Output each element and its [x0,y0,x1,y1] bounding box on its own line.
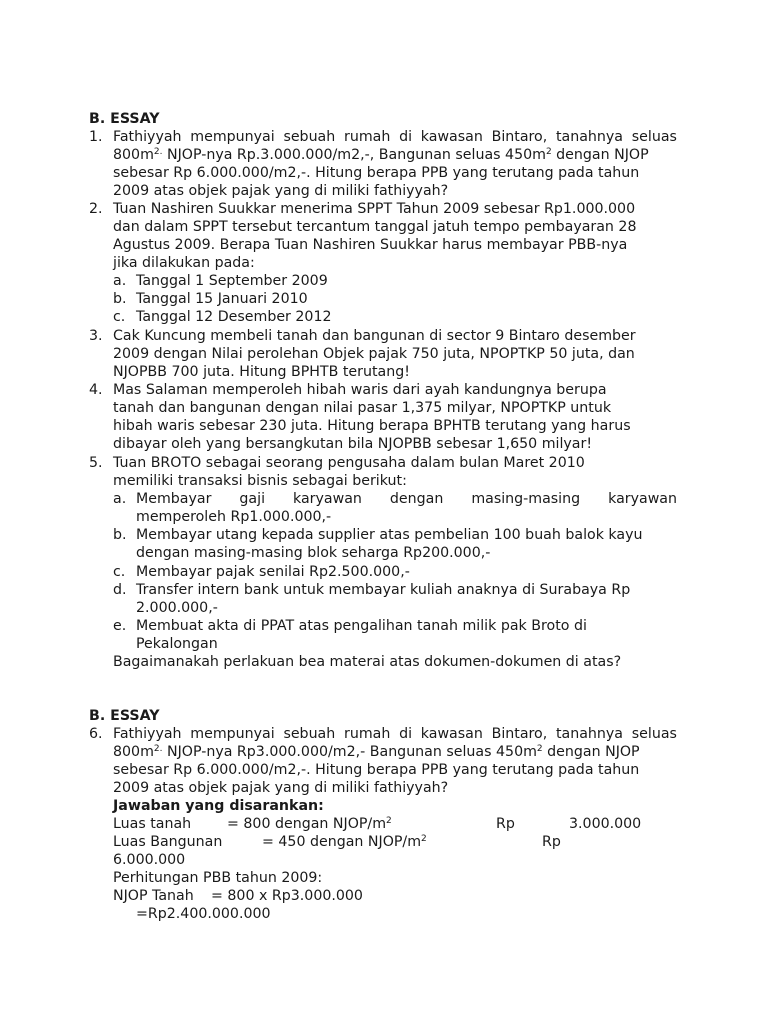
word: Bintaro, [491,726,548,742]
luas-bangunan-amount: 6.000.000 [113,852,186,868]
question-5-line-1: Tuan BROTO sebagai seorang pengusaha dalam bulan Maret 2010 [113,455,585,471]
question-number: 4. [89,382,103,398]
list-item-e-line-2: Pekalongan [136,636,218,652]
list-item-b-line-2: dengan masing-masing blok seharga Rp200.000,- [136,545,491,561]
word: seluas [631,129,677,145]
luas-tanah-currency: Rp [496,816,515,832]
word: seluas [631,726,677,742]
superscript: 2 [386,816,392,826]
njop-tanah-result: =Rp2.400.000.000 [136,906,271,922]
question-6-line-1 [113,725,677,743]
word: karyawan [608,491,677,507]
list-marker: a. [113,491,127,507]
question-1-line-3: sebesar Rp 6.000.000/m2,-. Hitung berapa PPB yang terutang pada tahun [113,165,640,181]
list-item: Tanggal 12 Desember 2012 [136,309,332,325]
word: tanahnya [555,726,624,742]
list-marker: d. [113,582,127,598]
text: NJOP-nya Rp.3.000.000/m2,-, Bangunan seluas 450m [162,147,546,163]
word: di [399,726,413,742]
word: Membayar [136,491,212,507]
list-item: Tanggal 15 Januari 2010 [136,291,308,307]
list-item-e-line-1: Membuat akta di PPAT atas pengalihan tanah milik pak Broto di [136,618,587,634]
question-4-line-1: Mas Salaman memperoleh hibah waris dari ayah kandungnya berupa [113,382,607,398]
text: 800m [113,744,154,760]
question-1-line-4: 2009 atas objek pajak yang di miliki fathiyyah? [113,183,449,199]
luas-tanah-value [227,815,392,833]
text: = 450 dengan NJOP/m [262,834,422,850]
superscript: 2 [536,744,543,754]
word: karyawan [293,491,362,507]
list-item-a-line-2: memperoleh Rp1.000.000,- [136,509,332,525]
luas-tanah-amount: 3.000.000 [569,816,642,832]
question-2-line-4: jika dilakukan pada: [113,255,255,271]
list-item-a-line-1 [136,490,677,508]
njop-tanah-value: = 800 x Rp3.000.000 [211,888,363,904]
word: mempunyai [190,129,275,145]
luas-bangunan-value [262,833,427,851]
question-number: 1. [89,129,103,145]
question-2-line-2: dan dalam SPPT tersebut tercantum tanggal jatuh tempo pembayaran 28 [113,219,637,235]
superscript: 2 [421,834,427,844]
word: di [399,129,413,145]
question-3-line-3: NJOPBB 700 juta. Hitung BPHTB terutang! [113,364,410,380]
list-marker: e. [113,618,127,634]
question-4-line-4: dibayar oleh yang bersangkutan bila NJOPBB sebesar 1,650 milyar! [113,436,593,452]
word: sebuah [283,129,336,145]
text: 800m [113,147,154,163]
question-4-line-3: hibah waris sebesar 230 juta. Hitung berapa BPHTB terutang yang harus [113,418,631,434]
word: Fathiyyah [113,129,182,145]
text: dengan NJOP [551,147,649,163]
word: masing-masing [471,491,581,507]
word: mempunyai [190,726,275,742]
question-4-line-2: tanah dan bangunan dengan nilai pasar 1,375 milyar, NPOPTKP untuk [113,400,612,416]
list-marker: a. [113,273,127,289]
list-item-d-line-2: 2.000.000,- [136,600,218,616]
question-2-line-3: Agustus 2009. Berapa Tuan Nashiren Suukkar harus membayar PBB-nya [113,237,628,253]
luas-bangunan-label: Luas Bangunan [113,834,223,850]
list-item-b-line-1: Membayar utang kepada supplier atas pembelian 100 buah balok kayu [136,527,643,543]
list-marker: c. [113,564,126,580]
word: tanahnya [555,129,624,145]
luas-bangunan-currency: Rp [542,834,561,850]
text: dengan NJOP [542,744,640,760]
question-1-line-1 [113,128,677,146]
question-3-line-1: Cak Kuncung membeli tanah dan bangunan di sector 9 Bintaro desember [113,328,636,344]
question-number: 6. [89,726,103,742]
question-6-line-3: sebesar Rp 6.000.000/m2,-. Hitung berapa PPB yang terutang pada tahun [113,762,640,778]
question-5-closing: Bagaimanakah perlakuan bea materai atas dokumen-dokumen di atas? [113,654,622,670]
list-marker: b. [113,527,127,543]
list-marker: c. [113,309,126,325]
njop-tanah-label: NJOP Tanah [113,888,194,904]
list-item-c: Membayar pajak senilai Rp2.500.000,- [136,564,410,580]
word: Fathiyyah [113,726,182,742]
word: sebuah [283,726,336,742]
question-6-line-2 [113,743,640,761]
question-3-line-2: 2009 dengan Nilai perolehan Objek pajak 750 juta, NPOPTKP 50 juta, dan [113,346,635,362]
list-item-d-line-1: Transfer intern bank untuk membayar kuliah anaknya di Surabaya Rp [136,582,631,598]
question-1-line-2 [113,146,649,164]
section-heading: B. ESSAY [89,708,160,724]
question-number: 5. [89,455,103,471]
word: dengan [389,491,444,507]
word: rumah [344,726,391,742]
text: = 800 dengan NJOP/m [227,816,387,832]
word: rumah [344,129,391,145]
question-number: 3. [89,328,103,344]
word: Bintaro, [491,129,548,145]
word: gaji [239,491,266,507]
word: kawasan [420,726,483,742]
answer-title: Jawaban yang disarankan: [113,798,324,814]
question-5-line-2: memiliki transaksi bisnis sebagai berikut: [113,473,407,489]
superscript: 2. [153,744,163,754]
question-2-line-1: Tuan Nashiren Suukkar menerima SPPT Tahun 2009 sebesar Rp1.000.000 [113,201,636,217]
question-number: 2. [89,201,103,217]
section-heading: B. ESSAY [89,111,160,127]
word: kawasan [420,129,483,145]
luas-tanah-label: Luas tanah [113,816,192,832]
perhitungan-heading: Perhitungan PBB tahun 2009: [113,870,323,886]
list-marker: b. [113,291,127,307]
superscript: 2. [153,147,163,157]
list-item: Tanggal 1 September 2009 [136,273,328,289]
question-6-line-4: 2009 atas objek pajak yang di miliki fathiyyah? [113,780,449,796]
superscript: 2 [545,147,552,157]
text: NJOP-nya Rp3.000.000/m2,- Bangunan seluas 450m [162,744,537,760]
